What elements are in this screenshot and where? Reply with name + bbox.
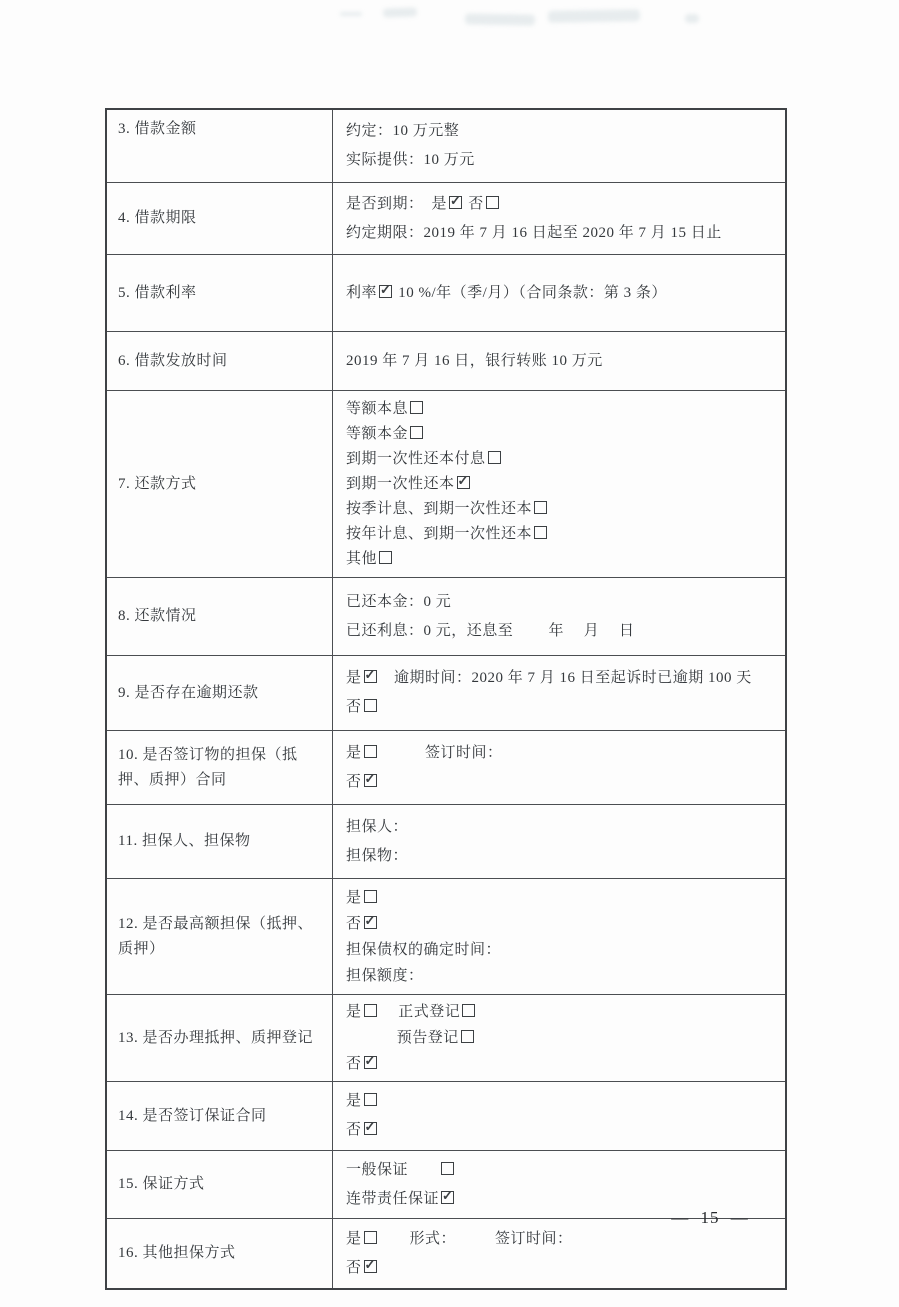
- checkbox-unchecked-icon: [364, 1004, 377, 1017]
- text-segment: 其他: [346, 550, 378, 567]
- value-line: [346, 617, 779, 646]
- text-segment: 担保物：: [346, 847, 409, 864]
- text-segment: 否: [346, 699, 362, 715]
- value-line: [346, 397, 779, 422]
- value-line: [346, 911, 779, 937]
- value-line: [346, 1025, 779, 1051]
- value-line: [346, 219, 779, 248]
- row-value: [333, 656, 787, 731]
- value-line: [346, 1116, 779, 1145]
- text-segment: 一般保证: [346, 1161, 440, 1178]
- value-line: [346, 497, 779, 522]
- table-row: [106, 731, 786, 805]
- row-value: [333, 332, 787, 391]
- value-line: [346, 447, 779, 472]
- checkbox-checked-icon: [379, 285, 392, 298]
- value-line: [346, 472, 779, 497]
- value-line: [346, 547, 779, 572]
- text-segment: 预告登记: [346, 1030, 459, 1046]
- value-line: [346, 1156, 779, 1185]
- row-label: 12. 是否最高额担保（抵押、质押）: [106, 879, 333, 995]
- checkbox-unchecked-icon: [534, 526, 547, 539]
- row-value: [333, 255, 787, 332]
- text-segment: 担保债权的确定时间：: [346, 941, 502, 958]
- text-segment: 到期一次性还本: [346, 475, 455, 492]
- value-line: [346, 1087, 779, 1116]
- row-value: [333, 1219, 787, 1290]
- text-segment: 否: [346, 1259, 362, 1276]
- value-line: [346, 146, 779, 175]
- checkbox-unchecked-icon: [410, 426, 423, 439]
- scan-artifact: [340, 12, 362, 16]
- value-line: [346, 664, 779, 693]
- value-line: [346, 1225, 779, 1254]
- text-segment: 是否到期： 是: [346, 195, 448, 212]
- checkbox-checked-icon: [364, 670, 377, 683]
- row-label: 16. 其他担保方式: [106, 1219, 333, 1290]
- table-row: [106, 255, 786, 332]
- checkbox-unchecked-icon: [441, 1162, 454, 1175]
- checkbox-unchecked-icon: [379, 551, 392, 564]
- text-segment: 否: [346, 773, 362, 790]
- value-line: [346, 813, 779, 842]
- table-row: [106, 1219, 786, 1290]
- checkbox-unchecked-icon: [364, 699, 377, 712]
- value-line: [346, 1254, 779, 1283]
- text-segment: 是: [346, 670, 362, 686]
- checkbox-checked-icon: [364, 774, 377, 787]
- value-line: [346, 422, 779, 447]
- checkbox-unchecked-icon: [364, 1093, 377, 1106]
- table-row: [106, 1082, 786, 1151]
- row-label: 8. 还款情况: [106, 578, 333, 656]
- checkbox-checked-icon: [364, 1260, 377, 1273]
- text-segment: 10 %/年（季/月）（合同条款：第 3 条）: [394, 284, 667, 301]
- table-row: [106, 183, 786, 255]
- checkbox-checked-icon: [441, 1191, 454, 1204]
- checkbox-checked-icon: [457, 476, 470, 489]
- text-segment: 实际提供：10 万元: [346, 152, 475, 168]
- row-label: 13. 是否办理抵押、质押登记: [106, 995, 333, 1082]
- row-label: 7. 还款方式: [106, 391, 333, 578]
- value-line: [346, 190, 779, 219]
- scan-artifact: [685, 14, 699, 23]
- page-number: [640, 1208, 780, 1228]
- value-line: [346, 588, 779, 617]
- table-row: [106, 578, 786, 656]
- value-line: [346, 279, 779, 308]
- checkbox-checked-icon: [449, 196, 462, 209]
- checkbox-unchecked-icon: [364, 1231, 377, 1244]
- table-row: [106, 995, 786, 1082]
- text-segment: 2019 年 7 月 16 日，银行转账 10 万元: [346, 352, 603, 369]
- table-row: [106, 109, 786, 183]
- value-line: [346, 999, 779, 1025]
- loan-info-table: [105, 108, 787, 1290]
- checkbox-unchecked-icon: [534, 501, 547, 514]
- row-value: [333, 578, 787, 656]
- text-segment: 是: [346, 1093, 362, 1109]
- table-row: [106, 332, 786, 391]
- row-value: [333, 805, 787, 879]
- checkbox-checked-icon: [364, 916, 377, 929]
- text-segment: 是: [346, 744, 362, 761]
- row-label: 6. 借款发放时间: [106, 332, 333, 391]
- row-value: [333, 109, 787, 183]
- scan-artifact: [383, 7, 417, 17]
- checkbox-unchecked-icon: [488, 451, 501, 464]
- row-value: [333, 995, 787, 1082]
- row-label: 3. 借款金额: [106, 109, 333, 183]
- table-row: [106, 391, 786, 578]
- page-number-text: — 15 —: [671, 1208, 749, 1227]
- scan-artifact: [465, 13, 535, 25]
- text-segment: 利率: [346, 284, 378, 301]
- text-segment: 按季计息、到期一次性还本: [346, 500, 533, 517]
- text-segment: 连带责任保证: [346, 1190, 440, 1207]
- value-line: [346, 937, 779, 963]
- checkbox-unchecked-icon: [410, 401, 423, 414]
- text-segment: 等额本金: [346, 425, 409, 442]
- text-segment: 逾期时间：2020 年 7 月 16 日至起诉时已逾期 100 天: [378, 670, 752, 686]
- text-segment: 否: [346, 915, 362, 932]
- text-segment: 否: [346, 1056, 362, 1072]
- text-segment: 已还利息：0 元，还息至 年 月 日: [346, 622, 635, 639]
- table-row: [106, 879, 786, 995]
- value-line: [346, 117, 779, 146]
- text-segment: 按年计息、到期一次性还本: [346, 525, 533, 542]
- text-segment: 是: [346, 889, 362, 906]
- text-segment: 约定：10 万元整: [346, 123, 460, 139]
- checkbox-checked-icon: [364, 1056, 377, 1069]
- row-value: [333, 391, 787, 578]
- checkbox-unchecked-icon: [364, 745, 377, 758]
- value-line: [346, 768, 779, 797]
- text-segment: 形式： 签订时间：: [378, 1230, 573, 1247]
- text-segment: 正式登记: [378, 1004, 461, 1020]
- checkbox-unchecked-icon: [486, 196, 499, 209]
- text-segment: 签订时间：: [378, 744, 503, 761]
- text-segment: 约定期限：2019 年 7 月 16 日起至 2020 年 7 月 15 日止: [346, 224, 722, 241]
- value-line: [346, 963, 779, 989]
- table-row: [106, 805, 786, 879]
- row-value: [333, 879, 787, 995]
- text-segment: 等额本息: [346, 400, 409, 417]
- value-line: [346, 885, 779, 911]
- text-segment: 是: [346, 1230, 362, 1247]
- scan-artifact: [548, 9, 640, 23]
- value-line: [346, 347, 779, 376]
- row-label: 14. 是否签订保证合同: [106, 1082, 333, 1151]
- value-line: [346, 522, 779, 547]
- row-label: 4. 借款期限: [106, 183, 333, 255]
- row-value: [333, 183, 787, 255]
- table-row: [106, 656, 786, 731]
- row-value: [333, 1082, 787, 1151]
- value-line: [346, 842, 779, 871]
- text-segment: 是: [346, 1004, 362, 1020]
- text-segment: 到期一次性还本付息: [346, 450, 486, 467]
- checkbox-unchecked-icon: [364, 890, 377, 903]
- value-line: [346, 1051, 779, 1077]
- text-segment: 否: [346, 1122, 362, 1138]
- checkbox-checked-icon: [364, 1122, 377, 1135]
- checkbox-unchecked-icon: [462, 1004, 475, 1017]
- row-label: 9. 是否存在逾期还款: [106, 656, 333, 731]
- value-line: [346, 693, 779, 722]
- row-label: 5. 借款利率: [106, 255, 333, 332]
- text-segment: 担保额度：: [346, 967, 424, 984]
- row-value: [333, 731, 787, 805]
- checkbox-unchecked-icon: [461, 1030, 474, 1043]
- text-segment: 担保人：: [346, 818, 409, 835]
- row-label: 15. 保证方式: [106, 1151, 333, 1219]
- value-line: [346, 739, 779, 768]
- text-segment: 已还本金：0 元: [346, 593, 452, 610]
- row-label: 10. 是否签订物的担保（抵押、质押）合同: [106, 731, 333, 805]
- text-segment: 否: [464, 195, 484, 212]
- row-label: 11. 担保人、担保物: [106, 805, 333, 879]
